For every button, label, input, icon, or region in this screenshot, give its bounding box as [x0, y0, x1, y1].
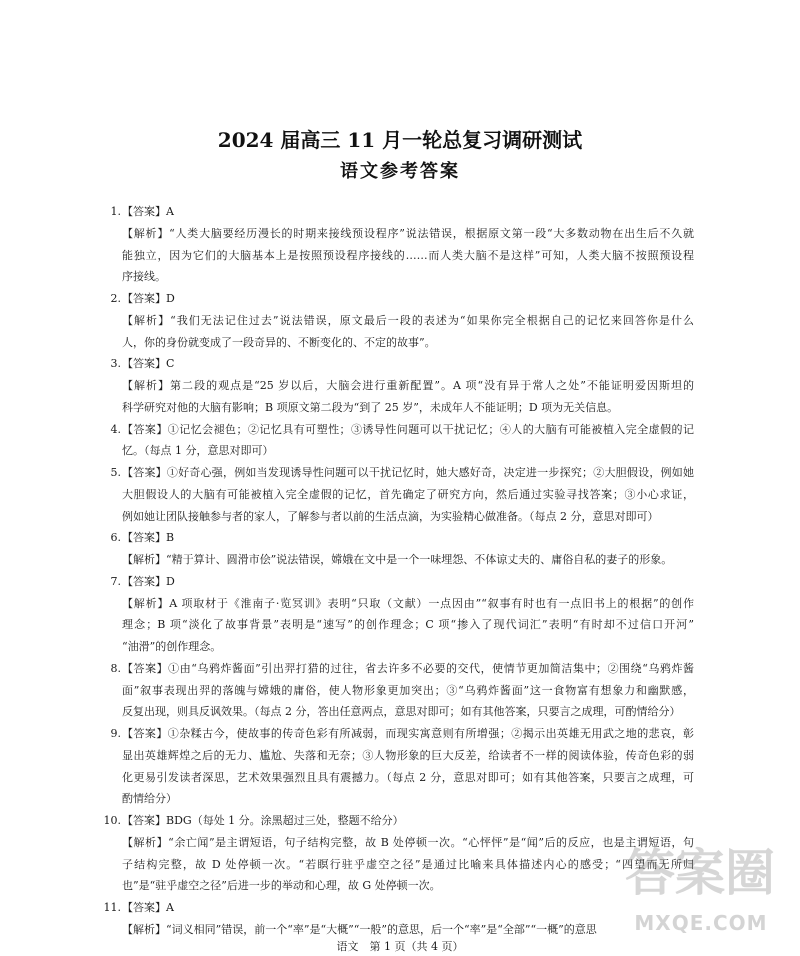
- answer-line: 反复出现，则具反讽效果。（每点 2 分，答出任意两点，意思对即可；如有其他答案，只要言之成理，可酌情给分）: [122, 705, 681, 719]
- analysis-line: 子结构完整，故 D 处停顿一次。“若瞑行驻乎虚空之径”是通过比喻来具体描述内心的感受；“四望而无所归: [122, 857, 694, 871]
- answer-item-3: [110, 353, 694, 418]
- item-number: 5.: [110, 466, 121, 479]
- analysis-line: 【解析】“精于算计、圆滑市侩”说法错误，嫦娥在文中是一个一味埋怨、不体谅丈夫的、庸俗自私的妻子的形象。: [122, 553, 673, 566]
- watermark-logo: 答案圈: [625, 844, 775, 902]
- item-number: 3.: [110, 357, 121, 371]
- analysis-line: 【解析】“人类大脑要经历漫长的时期来接线预设程序”说法错误，根据原文第一段“大多数动物在出生后不久就: [122, 226, 694, 240]
- item-number: 7.: [110, 574, 121, 588]
- answer-line: 【答案】C: [122, 357, 175, 371]
- item-number: 8.: [110, 661, 121, 675]
- answer-line: 【答案】A: [122, 901, 174, 914]
- item-number: 6.: [110, 531, 121, 545]
- answer-item-10: [103, 810, 694, 897]
- answer-line: 【答案】D: [122, 292, 175, 305]
- document-title: 2024 届高三 11 月一轮总复习调研测试: [217, 128, 583, 152]
- page-footer: 语文 第 1 页（共 4 页）: [336, 940, 464, 953]
- answer-list: [103, 201, 694, 941]
- answer-line: 【答案】①杂糅古今，使故事的传奇色彩有所减弱，而现实寓意则有所增强；②揭示出英雄无用武之地的悲哀，彰: [122, 727, 694, 740]
- item-number: 9.: [110, 727, 121, 740]
- item-number: 1.: [110, 205, 121, 218]
- analysis-line: 【解析】A 项取材于《淮南子·览冥训》表明“只取（文献）一点因由”“叙事有时也有一点旧书上的根据”的创作: [122, 596, 694, 610]
- answer-line: 例如她让团队接触参与者的家人，了解参与者以前的生活点滴，为实验精心做准备。（每点 2 分，意思对即可）: [122, 509, 659, 523]
- answer-line: 【答案】BDG（每处 1 分。涂黑超过三处，整题不给分）: [122, 814, 404, 827]
- item-number: 2.: [110, 292, 121, 305]
- answer-item-8: [110, 658, 694, 723]
- answer-line: 化更易引发读者深思，艺术效果强烈且具有震撼力。（每点 2 分，意思对即可；如有其他答案，只要言之成理，可: [122, 770, 694, 784]
- analysis-line: 也”是“驻乎虚空之径”后进一步的举动和心理，故 G 处停顿一次。: [122, 879, 441, 893]
- answer-line: 【答案】①好奇心强，例如当发现诱导性问题可以干扰记忆时，她大感好奇，决定进一步探究；②大胆假设，例如她: [122, 466, 694, 479]
- document-subtitle: 语文参考答案: [340, 161, 460, 182]
- analysis-line: “油滑”的创作理念。: [122, 640, 222, 653]
- watermark-site: MXQE.COM: [634, 911, 768, 935]
- answer-item-1: [110, 201, 694, 288]
- answer-item-7: [110, 571, 694, 658]
- answer-line: 【答案】D: [122, 574, 175, 588]
- answer-item-11: [103, 897, 694, 941]
- item-number: 10.: [103, 814, 121, 827]
- answer-item-9: [110, 723, 694, 810]
- answer-line: 【答案】①由“乌鸦炸酱面”引出羿打猎的过往，省去许多不必要的交代，使情节更加简洁集中；②围绕“乌鸦炸酱: [122, 661, 694, 675]
- answer-item-5: [110, 462, 694, 527]
- analysis-line: 理念；B 项“淡化了故事背景”表明是“速写”的创作理念；C 项“掺入了现代词汇”表明“有时却不过信口开河”: [122, 618, 694, 632]
- analysis-line: 人，你的身份就变成了一段奇异的、不断变化的、不定的故事”。: [122, 335, 436, 349]
- analysis-line: 【解析】“我们无法记住过去”说法错误，原文最后一段的表述为“如果你完全根据自己的记忆来回答你是什么: [122, 313, 694, 327]
- answer-item-4: [110, 419, 694, 463]
- analysis-line: 【解析】“余亡闻”是主谓短语，句子结构完整，故 B 处停顿一次。“心怦怦”是“闻”后的反应，也是主谓短语，句: [122, 835, 694, 849]
- analysis-line: 序接线。: [122, 270, 166, 284]
- answer-line: 面”叙事表现出羿的落魄与嫦娥的庸俗，使人物形象更加突出；③“乌鸦炸酱面”这一食物富有想象力和幽默感，: [122, 683, 694, 697]
- answer-item-6: [110, 527, 694, 571]
- analysis-line: 【解析】“词义相同”错误，前一个“率”是“大概”“一般”的意思，后一个“率”是“全部”“一概”的意思: [122, 922, 597, 936]
- item-number: 11.: [103, 901, 121, 914]
- answer-line: 【答案】①记忆会褪色；②记忆具有可塑性；③诱导性问题可以干扰记忆；④人的大脑有可能被植入完全虚假的记: [122, 422, 694, 436]
- item-number: 4.: [110, 422, 121, 436]
- answer-line: 显出英雄辉煌之后的无力、尴尬、失落和无奈；③人物形象的巨大反差，给读者不一样的阅读体验，传奇色彩的弱: [122, 748, 694, 762]
- answer-line: 【答案】A: [122, 205, 174, 218]
- analysis-line: 能独立，因为它们的大脑基本上是按照预设程序接线的……而人类大脑不是这样”可知，人类大脑不按照预设程: [122, 248, 694, 262]
- answer-line: 【答案】B: [122, 531, 175, 545]
- analysis-line: 【解析】第二段的观点是“25 岁以后，大脑会进行重新配置”。A 项“没有异于常人之处”不能证明爱因斯坦的: [122, 379, 694, 392]
- answer-line: 酌情给分）: [122, 792, 177, 806]
- answer-item-2: [110, 288, 694, 353]
- analysis-line: 科学研究对他的大脑有影响；B 项原文第二段为“到了 25 岁”，未成年人不能证明；D 项为无关信息。: [122, 400, 619, 414]
- answer-line: 忆。（每点 1 分，意思对即可）: [122, 444, 274, 458]
- answer-line: 大胆假设人的大脑有可能被植入完全虚假的记忆，首先确定了研究方向，然后通过实验寻找答案；③小心求证，: [122, 487, 694, 501]
